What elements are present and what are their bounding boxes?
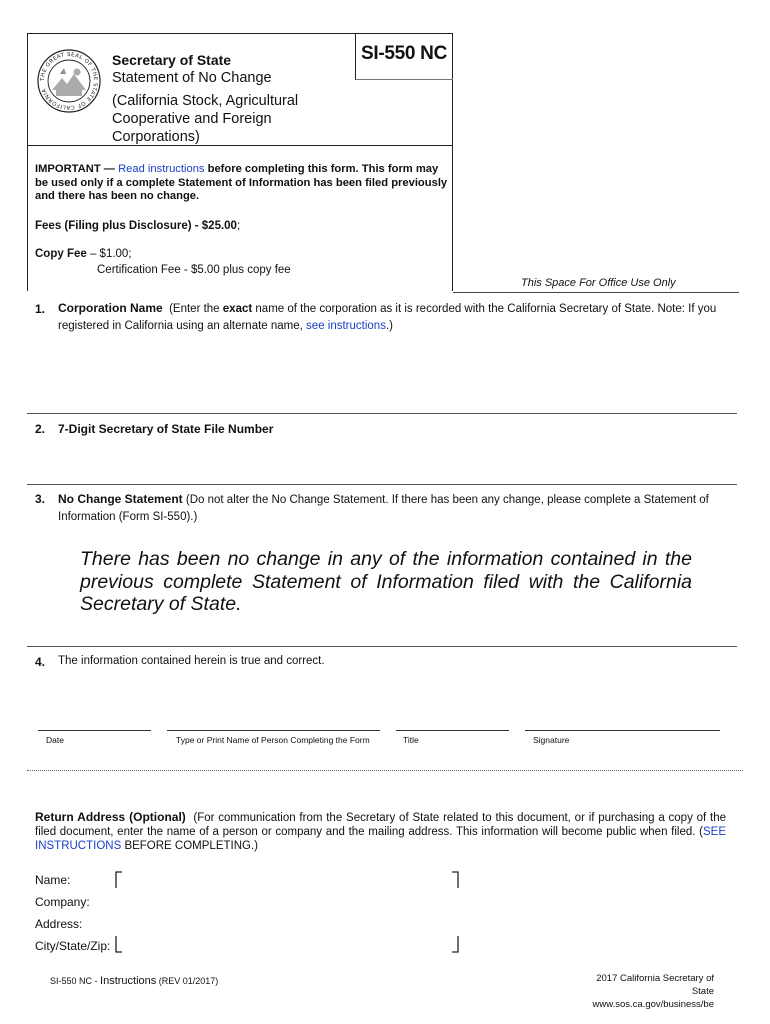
subtitle-line-2: Cooperative and Foreign Corporations) <box>112 111 272 145</box>
office-use-rule <box>453 292 739 293</box>
section-1-instructions-link[interactable]: see instructions <box>306 320 386 332</box>
section-1-number: 1. <box>35 302 46 316</box>
signature-label: Signature <box>533 735 570 745</box>
copy-fee-label: Copy Fee <box>35 248 87 260</box>
footer-form-reference <box>50 975 218 987</box>
section-1-text-c: .) <box>385 320 393 332</box>
copy-fee <box>35 248 132 260</box>
seal-text: THE GREAT SEAL OF THE STATE OF CALIFORNIA <box>39 51 99 111</box>
read-instructions-link[interactable]: Read instructions <box>118 163 205 175</box>
return-address-title: Return Address (Optional) <box>35 810 186 824</box>
filing-fee-suffix: ; <box>236 220 241 232</box>
agency-name: Secretary of State <box>112 52 232 68</box>
name-field-label: Name: <box>35 873 71 887</box>
filing-fees <box>35 220 240 232</box>
section-2-title: 7-Digit Secretary of State File Number <box>58 422 274 436</box>
office-use-label: This Space For Office Use Only <box>521 277 676 289</box>
no-change-statement: There has been no change in any of the information contained in the previous complete Statement of Information filed with the California Secretary of State. <box>80 548 692 615</box>
section-4-number: 4. <box>35 655 46 669</box>
corporation-name-input[interactable] <box>35 336 735 410</box>
important-lead: IMPORTANT — <box>35 163 115 175</box>
svg-text:THE GREAT SEAL OF THE STATE OF <box>40 52 98 110</box>
date-label: Date <box>46 735 64 745</box>
company-field-label: Company: <box>35 895 90 909</box>
form-title: Statement of No Change <box>112 70 272 86</box>
section-1-title: Corporation Name <box>58 301 163 315</box>
section-2-number: 2. <box>35 422 46 436</box>
footer-instructions-link[interactable]: Instructions <box>100 975 157 987</box>
section-1-divider <box>27 413 737 414</box>
section-4-text: The information contained herein is true and correct. <box>58 655 325 667</box>
important-text: before completing this form. This form may be used only if a complete Statement of Information has been filed previously and there has been no change. <box>35 163 448 202</box>
subtitle-line-1: (California Stock, Agricultural <box>112 93 299 109</box>
certification-fee: Certification Fee - $5.00 plus copy fee <box>97 264 291 276</box>
section-3-number: 3. <box>35 492 46 506</box>
footer-form-id: SI-550 NC - <box>50 976 101 986</box>
title-line[interactable] <box>396 730 509 731</box>
footer-revision: (REV 01/2017) <box>156 976 219 986</box>
section-3-divider <box>27 646 737 647</box>
section-1-text-b: name of the corporation as it is recorded with the California Secretary of State. Note: If you registered in California using an alternate name, <box>58 303 717 332</box>
return-address-brackets-icon <box>112 870 462 956</box>
section-1-text-a: (Enter the <box>169 303 220 315</box>
footer-copyright-text: 2017 California Secretary of State <box>596 973 714 997</box>
file-number-input[interactable] <box>35 440 735 480</box>
title-label: Title <box>403 735 419 745</box>
address-field-label: Address: <box>35 917 83 931</box>
footer-url[interactable]: www.sos.ca.gov/business/be <box>592 999 714 1010</box>
dotted-divider <box>27 770 743 771</box>
signature-line[interactable] <box>525 730 720 731</box>
form-subtitle <box>112 92 362 146</box>
section-3-text <box>58 491 730 526</box>
section-1-exact: exact <box>222 303 253 315</box>
return-address-text: (For communication from the Secretary of State related to this document, or if purchasing a copy of the filed document, enter the name of a person or company and the mailing address. This information will become public when filed. ( <box>35 812 727 838</box>
name-line[interactable] <box>167 730 380 731</box>
section-1-text <box>58 300 728 335</box>
city-field-label: City/State/Zip: <box>35 939 111 953</box>
important-notice <box>35 163 450 204</box>
copy-fee-value: – $1.00; <box>86 248 132 260</box>
section-3-instructions: (Do not alter the No Change Statement. If there has been any change, please complete a Statement of Information (Form SI-550).) <box>58 494 709 523</box>
return-address-text-end: BEFORE COMPLETING.) <box>121 840 258 852</box>
filing-fee-label: Fees (Filing plus Disclosure) - $25.00 <box>35 220 237 232</box>
date-line[interactable] <box>38 730 151 731</box>
footer-copyright <box>590 972 714 1011</box>
state-seal-icon <box>36 48 102 114</box>
return-address-instructions-link[interactable]: SEE INSTRUCTIONS <box>35 826 726 852</box>
name-label: Type or Print Name of Person Completing the Form <box>176 735 370 745</box>
section-2-divider <box>27 484 737 485</box>
return-address-heading <box>35 810 726 853</box>
form-id: SI-550 NC <box>360 43 447 64</box>
section-3-title: No Change Statement <box>58 492 183 506</box>
